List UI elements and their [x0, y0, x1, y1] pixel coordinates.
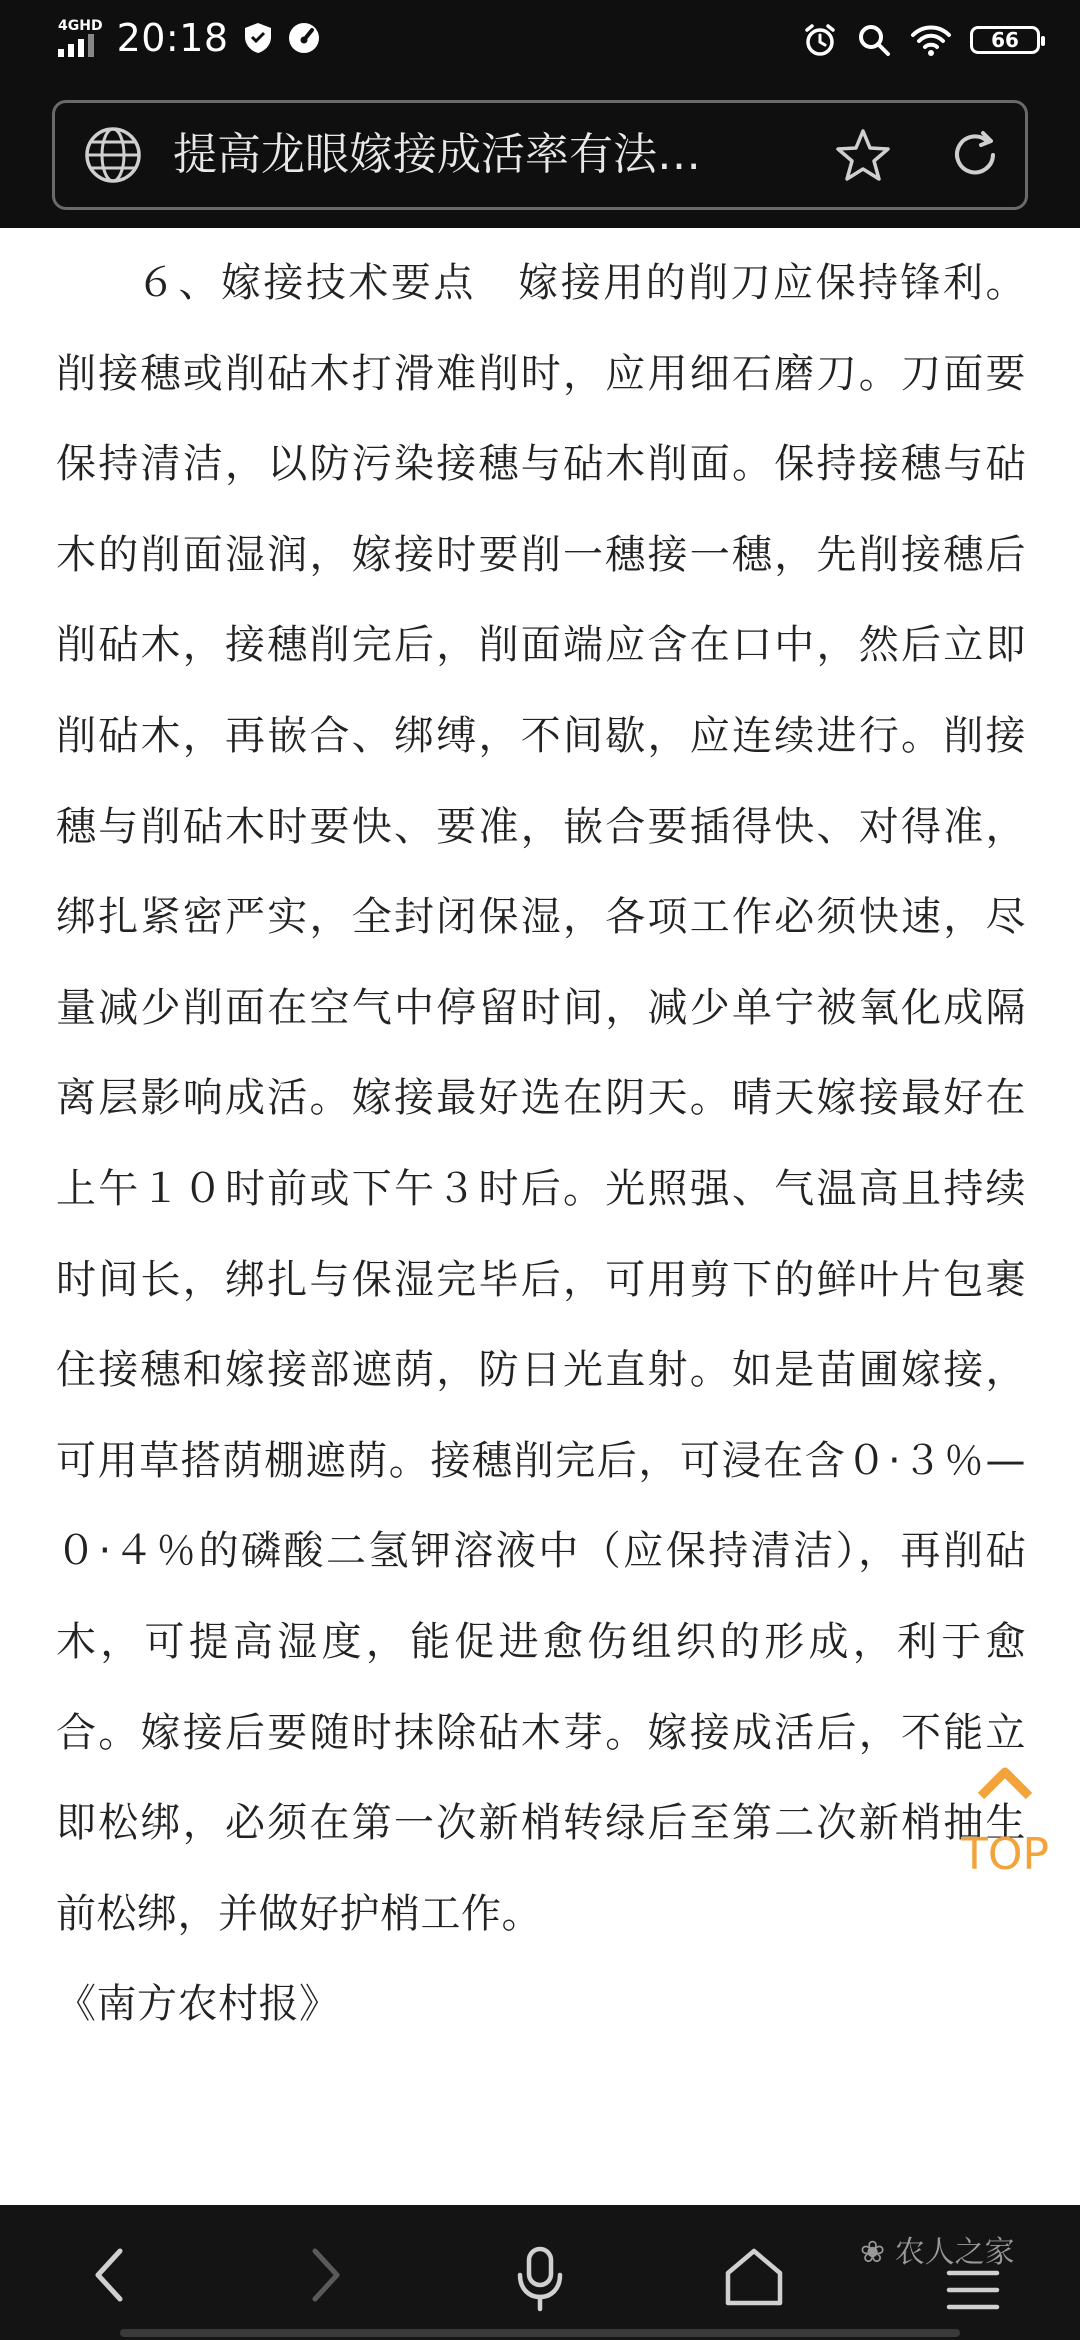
network-indicator [58, 19, 103, 57]
chevron-up-icon [975, 1762, 1035, 1802]
reload-icon[interactable] [945, 125, 1005, 185]
home-icon[interactable] [722, 2245, 786, 2309]
star-icon[interactable] [833, 125, 893, 185]
globe-icon [83, 125, 143, 185]
alarm-icon [802, 22, 838, 58]
article-content [56, 238, 1026, 2050]
shield-icon [243, 21, 273, 55]
menu-icon[interactable] [945, 2265, 1001, 2315]
speed-icon [287, 21, 321, 55]
bottom-navigation [0, 2205, 1080, 2340]
status-left [58, 16, 321, 60]
status-right [802, 22, 1040, 58]
watermark-logo-icon: ❀ [860, 2235, 886, 2270]
signal-icon [58, 33, 94, 57]
status-bar [0, 0, 1080, 84]
back-to-top-button[interactable] [955, 1760, 1055, 1880]
gesture-bar[interactable] [120, 2329, 960, 2337]
page-title[interactable]: 提高龙眼嫁接成活率有法… [173, 129, 701, 180]
search-sync-icon [856, 22, 892, 58]
watermark-text: 农人之家 [894, 2235, 1015, 2270]
back-to-top-label: TOP [960, 1829, 1050, 1880]
top-chrome [0, 0, 1080, 228]
article-paragraph: ６、嫁接技术要点 嫁接用的削刀应保持锋利。削接穗或削砧木打滑难削时，应用细石磨刀。刀面要保持清洁，以防污染接穗与砧木削面。保持接穗与砧木的削面湿润，嫁接时要削一穗接一穗，先削接穗后削砧木，接穗削完后，削面端应含在口中，然后立即削砧木，再嵌合、绑缚，不间歇，应连续进行。削接穗与削砧木时要快、要准，嵌合要插得快、对得准，绑扎紧密严实，全封闭保湿，各项工作必须快速，尽量减少削面在空气中停留时间，减少单宁被氧化成隔离层影响成活。嫁接最好选在阴天。晴天嫁接最好在上午１０时前或下午３时后。光照强、气温高且持续时间长，绑扎与保湿完毕后，可用剪下的鲜叶片包裹住接穗和嫁接部遮荫，防日光直射。如是苗圃嫁接，可用草搭荫棚遮荫。接穗削完后，可浸在含０·３％—０·４％的磷酸二氢钾溶液中（应保持清洁），再削砧木，可提高湿度，能促进愈伤组织的形成，利于愈合。嫁接后要随时抹除砧木芽。嫁接成活后，不能立即松绑，必须在第一次新梢转绿后至第二次新梢抽生前松绑，并做好护梢工作。 [56, 260, 1026, 1937]
clock: 20:18 [116, 16, 229, 60]
battery-level: 66 [991, 28, 1019, 52]
microphone-icon[interactable] [512, 2245, 568, 2315]
article-source: 《南方农村报》 [56, 1981, 340, 2028]
address-bar[interactable] [52, 100, 1028, 210]
forward-icon[interactable] [305, 2245, 345, 2305]
network-type: 4GHD [58, 18, 103, 34]
back-icon[interactable] [90, 2245, 130, 2305]
battery-icon [970, 26, 1040, 54]
wifi-icon [910, 23, 952, 57]
